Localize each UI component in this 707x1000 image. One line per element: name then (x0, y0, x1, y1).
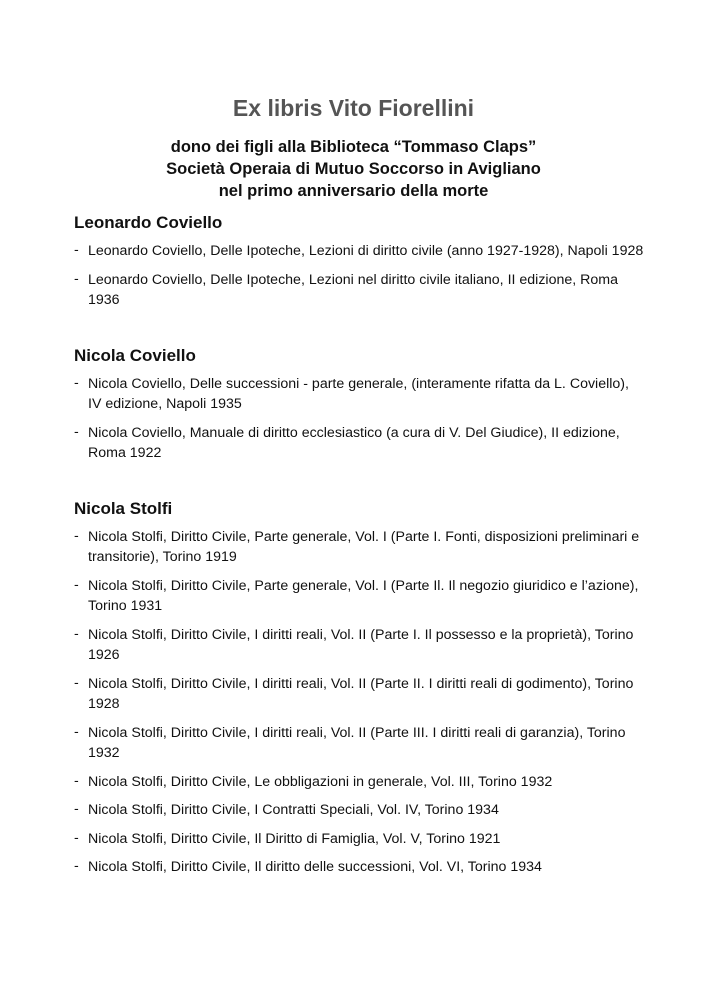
bullet-dash: - (74, 374, 79, 391)
list-item-text: Nicola Stolfi, Diritto Civile, Le obbligazioni in generale, Vol. III, Torino 1932 (88, 773, 553, 790)
list-item (74, 723, 644, 764)
list-item (74, 374, 644, 415)
list-item-text: Nicola Stolfi, Diritto Civile, I diritti reali, Vol. II (Parte I. Il possesso e la proprietà), Torino 1926 (88, 626, 634, 663)
bullet-dash: - (74, 723, 79, 740)
bullet-dash: - (74, 625, 79, 642)
bullet-dash: - (74, 858, 79, 874)
list-item (74, 772, 644, 793)
list-item (74, 423, 644, 464)
section-leonardo-coviello (74, 210, 644, 311)
list-item-text: Nicola Stolfi, Diritto Civile, I diritti reali, Vol. II (Parte II. I diritti reali di godimento), Torino 1928 (88, 675, 634, 712)
section-nicola-coviello (74, 343, 644, 464)
list-item (74, 576, 644, 617)
list-item-text: Nicola Coviello, Delle successioni - parte generale, (interamente rifatta da L. Coviello), IV edizione, Napoli 1935 (88, 375, 629, 412)
bullet-dash: - (74, 270, 79, 287)
dedication-line: Società Operaia di Mutuo Soccorso in Avigliano (166, 160, 541, 178)
list-item (74, 674, 644, 715)
section-heading: Nicola Stolfi (74, 498, 173, 518)
sections (74, 210, 644, 910)
bullet-dash: - (74, 242, 79, 258)
bullet-dash: - (74, 527, 79, 544)
list-item (74, 527, 644, 568)
list-item-text: Leonardo Coviello, Delle Ipoteche, Lezioni nel diritto civile italiano, II edizione, Roma 1936 (88, 271, 618, 308)
dedication (0, 136, 707, 202)
section-nicola-stolfi (74, 496, 644, 878)
list-item (74, 270, 644, 311)
list-item-text: Nicola Stolfi, Diritto Civile, Il Diritto di Famiglia, Vol. V, Torino 1921 (88, 830, 501, 847)
list-item (74, 857, 644, 878)
bullet-dash: - (74, 674, 79, 691)
list-item-text: Nicola Stolfi, Diritto Civile, I Contratti Speciali, Vol. IV, Torino 1934 (88, 802, 499, 818)
section-heading: Leonardo Coviello (74, 213, 223, 232)
dedication-line: dono dei figli alla Biblioteca “Tommaso Claps” (170, 138, 537, 156)
list-item (74, 829, 644, 850)
bullet-dash: - (74, 801, 79, 817)
bullet-dash: - (74, 829, 79, 846)
bullet-dash: - (74, 772, 79, 789)
bullet-dash: - (74, 423, 79, 440)
list-item-text: Leonardo Coviello, Delle Ipoteche, Lezioni di diritto civile (anno 1927-1928), Napoli 1928 (88, 243, 644, 259)
list-item-text: Nicola Stolfi, Diritto Civile, Il diritto delle successioni, Vol. VI, Torino 1934 (88, 859, 542, 875)
list-item-text: Nicola Stolfi, Diritto Civile, Parte generale, Vol. I (Parte Il. Il negozio giuridico e l’azione), Torino 1931 (88, 577, 639, 614)
list-item-text: Nicola Coviello, Manuale di diritto ecclesiastico (a cura di V. Del Giudice), II edizione, Roma 1922 (88, 424, 620, 461)
list-item-text: Nicola Stolfi, Diritto Civile, Parte generale, Vol. I (Parte I. Fonti, disposizioni preliminari e transitorie), Torino 1919 (88, 528, 640, 565)
bullet-dash: - (74, 576, 79, 593)
dedication-line: nel primo anniversario della morte (218, 182, 489, 200)
list-item-text: Nicola Stolfi, Diritto Civile, I diritti reali, Vol. II (Parte III. I diritti reali di garanzia), Torino 1932 (88, 724, 626, 761)
list-item (74, 800, 644, 821)
section-heading: Nicola Coviello (74, 345, 196, 365)
page-title: Ex libris Vito Fiorellini (232, 95, 475, 121)
list-item (74, 241, 644, 262)
list-item (74, 625, 644, 666)
